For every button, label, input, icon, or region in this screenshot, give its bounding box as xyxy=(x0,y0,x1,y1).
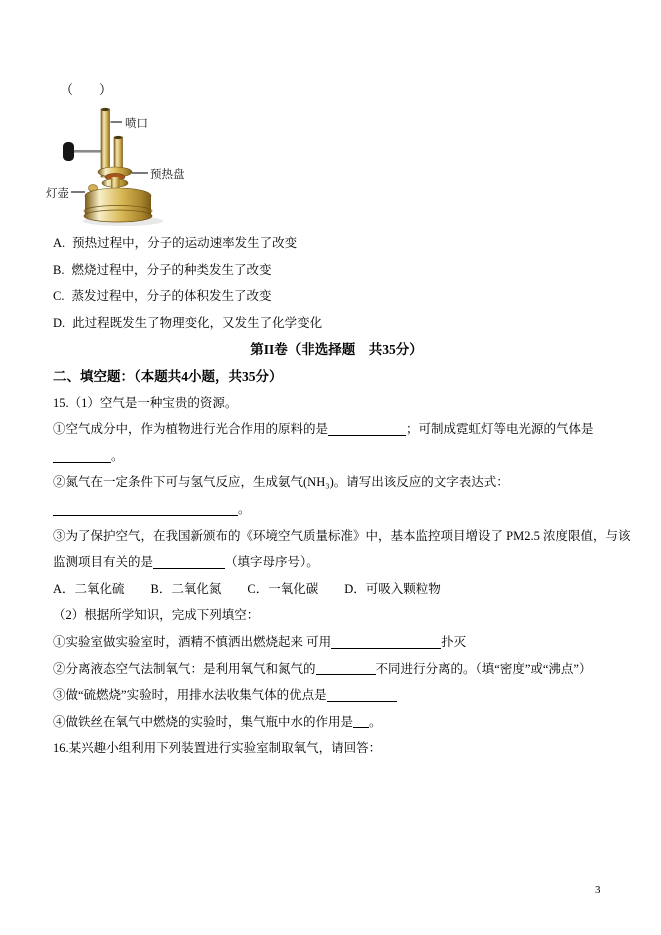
q15-sub1-mid: ；可制成霓虹灯等电光源的气体是 xyxy=(406,422,594,437)
nozzle-label: 喷口 xyxy=(125,118,148,130)
exam-body xyxy=(53,230,631,762)
fill-in-section-title-text: 二、填空题：（本题共4小题，共35分） xyxy=(53,368,283,384)
page-number: 3 xyxy=(595,884,601,896)
q16-intro xyxy=(53,735,620,762)
q15-sub1 xyxy=(53,416,620,443)
pm-option-c: C．一氧化碳 xyxy=(247,581,319,596)
q15-sub2 xyxy=(53,469,620,496)
q15-sub3-line2 xyxy=(53,549,620,576)
answer-bracket: （ ） xyxy=(60,82,113,97)
q15-sub3-post: （填字母序号）。 xyxy=(225,555,319,570)
q16-intro-text: 16.某兴趣小组利用下列装置进行实验室制取氧气，请回答： xyxy=(53,741,382,756)
q15-part2-sub4-end: 。 xyxy=(369,714,382,729)
q15-part2-sub4 xyxy=(53,709,620,736)
answer-blank xyxy=(153,556,225,569)
q15-sub3-line1-text: ③为了保护空气，在我国新颁布的《环境空气质量标准》中，基本监控项目增设了 PM2.5 浓度限值，与该 xyxy=(53,528,631,543)
pm-option-d: D．可吸入颗粒物 xyxy=(344,581,441,596)
burner-tube-opening xyxy=(114,136,122,139)
answer-blank xyxy=(327,689,397,702)
option-text: 燃烧过程中，分子的种类发生了改变 xyxy=(71,262,272,277)
section-header xyxy=(53,336,620,363)
option-key: D. xyxy=(53,315,66,330)
answer-blank xyxy=(316,662,376,675)
q15-part2-sub1-post: 扑灭 xyxy=(441,634,467,649)
option-key: B. xyxy=(53,262,65,277)
answer-blank xyxy=(53,503,238,516)
q15-sub1-pre: ①空气成分中，作为植物进行光合作用的原料的是 xyxy=(53,422,329,437)
mc-option-c xyxy=(53,283,620,310)
q15-sub1-end: 。 xyxy=(111,448,124,463)
q15-sub1-line2 xyxy=(53,443,620,470)
q15-sub3-options xyxy=(53,576,620,603)
nozzle-tube xyxy=(101,109,110,177)
valve-knob xyxy=(63,142,74,161)
q15-part2-sub1 xyxy=(53,629,620,656)
blowtorch-lamp-illustration xyxy=(45,100,215,232)
q15-part2-title-text: （2）根据所学知识，完成下列填空： xyxy=(53,608,260,623)
q15-part2-sub2 xyxy=(53,656,620,683)
answer-blank xyxy=(331,636,441,649)
option-key: A. xyxy=(53,236,66,251)
option-text: 预热过程中，分子的运动速率发生了改变 xyxy=(72,236,298,251)
blowtorch-lamp-figure xyxy=(45,100,215,232)
q15-part2-sub2-pre: ②分离液态空气法制氧气：是利用氧气和氮气的 xyxy=(53,661,316,676)
nozzle-opening xyxy=(101,108,109,111)
collar-stem xyxy=(111,177,120,189)
preheat-plate-label: 预热盘 xyxy=(150,169,185,181)
section-header-text: 第II卷（非选择题 共35分） xyxy=(250,341,423,357)
answer-blank xyxy=(53,450,111,463)
q15-sub3-pre: 监测项目有关的是 xyxy=(53,555,154,570)
mc-option-d xyxy=(53,310,620,337)
q15-part2-sub3 xyxy=(53,682,620,709)
q15-sub2-line2 xyxy=(53,496,620,523)
mc-option-b xyxy=(53,257,620,284)
answer-blank xyxy=(328,423,406,436)
mc-option-a xyxy=(53,230,620,257)
pm-option-b: B．二氧化氮 xyxy=(150,581,222,596)
pot-base-rim xyxy=(84,210,152,222)
q15-part2-title xyxy=(53,602,620,629)
q15-part2-sub1-pre: ①实验室做实验室时，酒精不慎洒出燃烧起来 可用 xyxy=(53,634,332,649)
answer-blank xyxy=(353,715,369,728)
q15-sub2-end: 。 xyxy=(238,501,251,516)
q15-part2-sub3-pre: ③做“硫燃烧”实验时，用排水法收集气体的优点是 xyxy=(53,688,327,703)
lamp-pot-label: 灯壶 xyxy=(46,188,69,200)
option-key: C. xyxy=(53,289,65,304)
option-text: 此过程既发生了物理变化，又发生了化学变化 xyxy=(72,315,323,330)
q15-sub3-line1 xyxy=(53,523,631,550)
pm-option-a: A．二氧化硫 xyxy=(53,581,125,596)
q15-part2-sub4-pre: ④做铁丝在氧气中燃烧的实验时，集气瓶中水的作用是 xyxy=(53,714,354,729)
option-text: 蒸发过程中，分子的体积发生了改变 xyxy=(71,289,272,304)
valve-rod xyxy=(73,150,105,153)
q15-part2-sub2-post: 不同进行分离的。（填“密度”或“沸点”） xyxy=(375,661,592,676)
q15-intro-text: 15.（1）空气是一种宝贵的资源。 xyxy=(53,395,238,410)
fill-in-section-title xyxy=(53,363,620,390)
q15-intro xyxy=(53,390,620,417)
q15-sub2-text: ②氮气在一定条件下可与氢气反应，生成氨气(NH₃)。请写出该反应的文字表达式： xyxy=(53,475,509,490)
